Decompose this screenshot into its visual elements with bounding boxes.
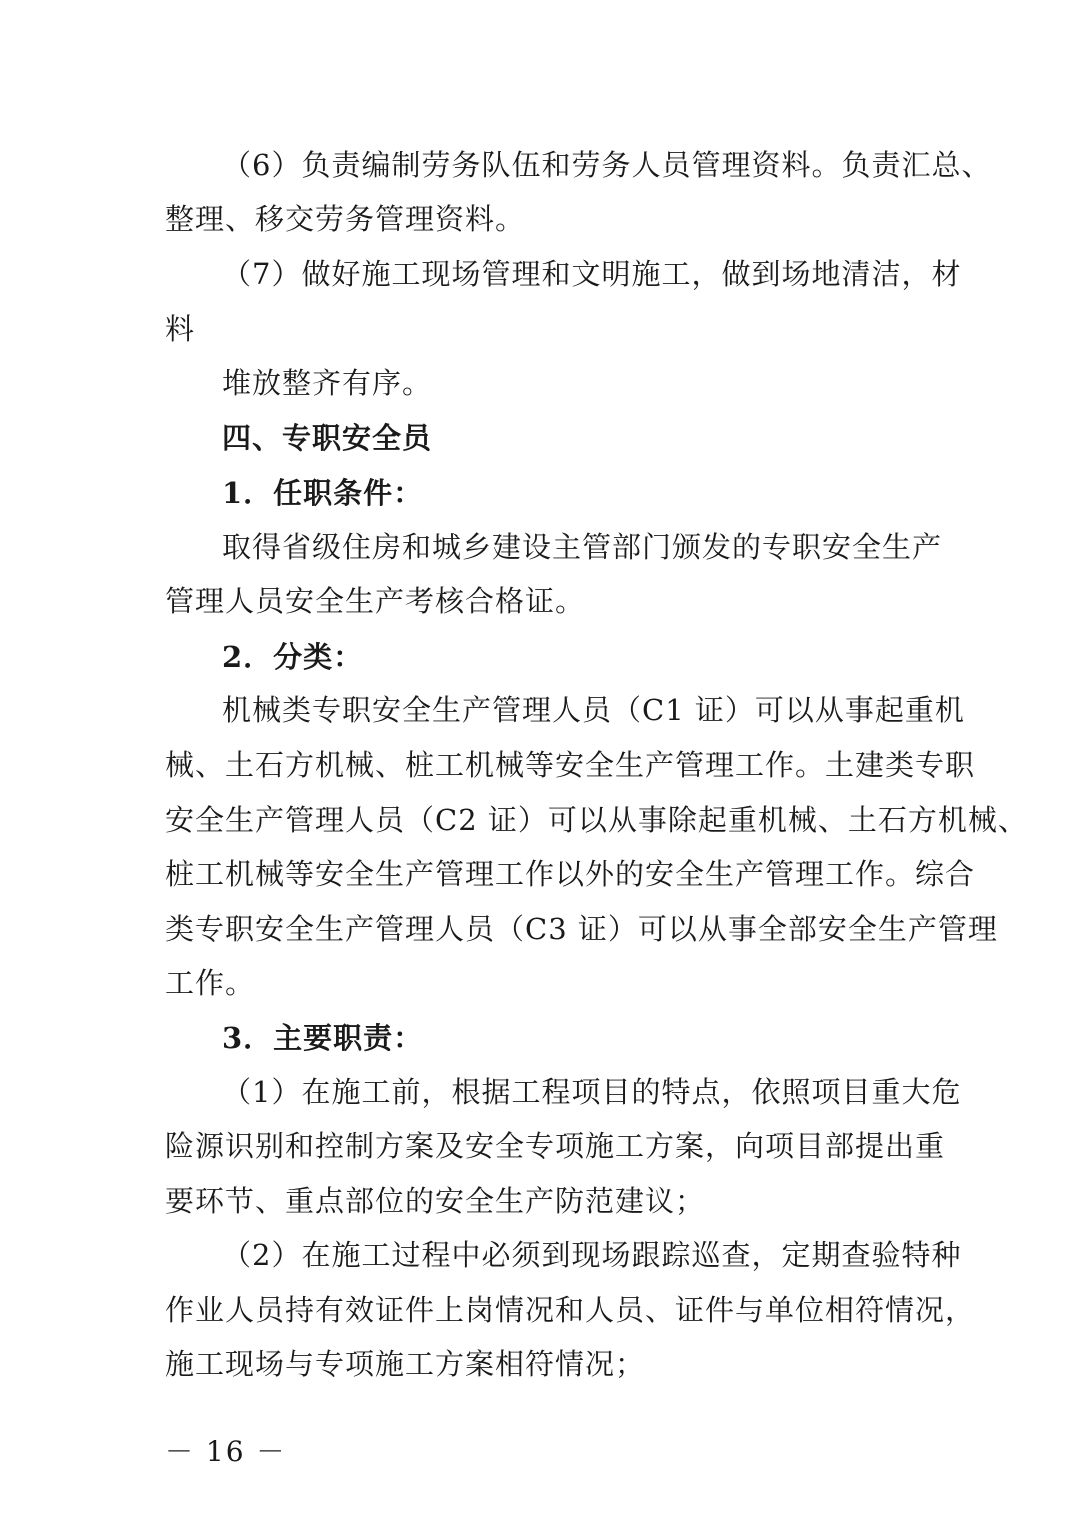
subsection-heading: 2．分类： bbox=[222, 640, 364, 674]
paragraph-line: 工作。 bbox=[165, 966, 256, 1000]
paragraph-line: 整理、移交劳务管理资料。 bbox=[165, 202, 526, 236]
paragraph-line: 施工现场与专项施工方案相符情况； bbox=[165, 1347, 646, 1381]
section-heading: 四、专职安全员 bbox=[222, 421, 433, 455]
paragraph-line: （2）在施工过程中必须到现场跟踪巡查，定期查验特种 bbox=[222, 1238, 962, 1272]
paragraph-line: 作业人员持有效证件上岗情况和人员、证件与单位相符情况， bbox=[165, 1293, 976, 1327]
subsection-heading: 3．主要职责： bbox=[222, 1021, 424, 1055]
paragraph-line: 桩工机械等安全生产管理工作以外的安全生产管理工作。综合 bbox=[165, 857, 976, 891]
paragraph-line: 类专职安全生产管理人员（C3 证）可以从事全部安全生产管理 bbox=[165, 912, 998, 946]
paragraph-line: 取得省级住房和城乡建设主管部门颁发的专职安全生产 bbox=[222, 530, 943, 564]
paragraph-line: 堆放整齐有序。 bbox=[222, 366, 433, 400]
paragraph-line: 要环节、重点部位的安全生产防范建议； bbox=[165, 1184, 706, 1218]
paragraph-line: 安全生产管理人员（C2 证）可以从事除起重机械、土石方机械、 bbox=[165, 803, 1028, 837]
paragraph-line: 管理人员安全生产考核合格证。 bbox=[165, 584, 586, 618]
paragraph-line: 料 bbox=[165, 312, 196, 346]
paragraph-line: （7）做好施工现场管理和文明施工，做到场地清洁，材 bbox=[222, 257, 962, 291]
paragraph-line: 械、土石方机械、桩工机械等安全生产管理工作。土建类专职 bbox=[165, 748, 976, 782]
subsection-heading: 1．任职条件： bbox=[222, 476, 424, 510]
paragraph-line: （1）在施工前，根据工程项目的特点，依照项目重大危 bbox=[222, 1075, 962, 1109]
page-number: － 16 － bbox=[165, 1435, 287, 1468]
paragraph-line: 险源识别和控制方案及安全专项施工方案，向项目部提出重 bbox=[165, 1129, 946, 1163]
paragraph-line: （6）负责编制劳务队伍和劳务人员管理资料。负责汇总、 bbox=[222, 148, 992, 182]
paragraph-line: 机械类专职安全生产管理人员（C1 证）可以从事起重机 bbox=[222, 693, 965, 727]
